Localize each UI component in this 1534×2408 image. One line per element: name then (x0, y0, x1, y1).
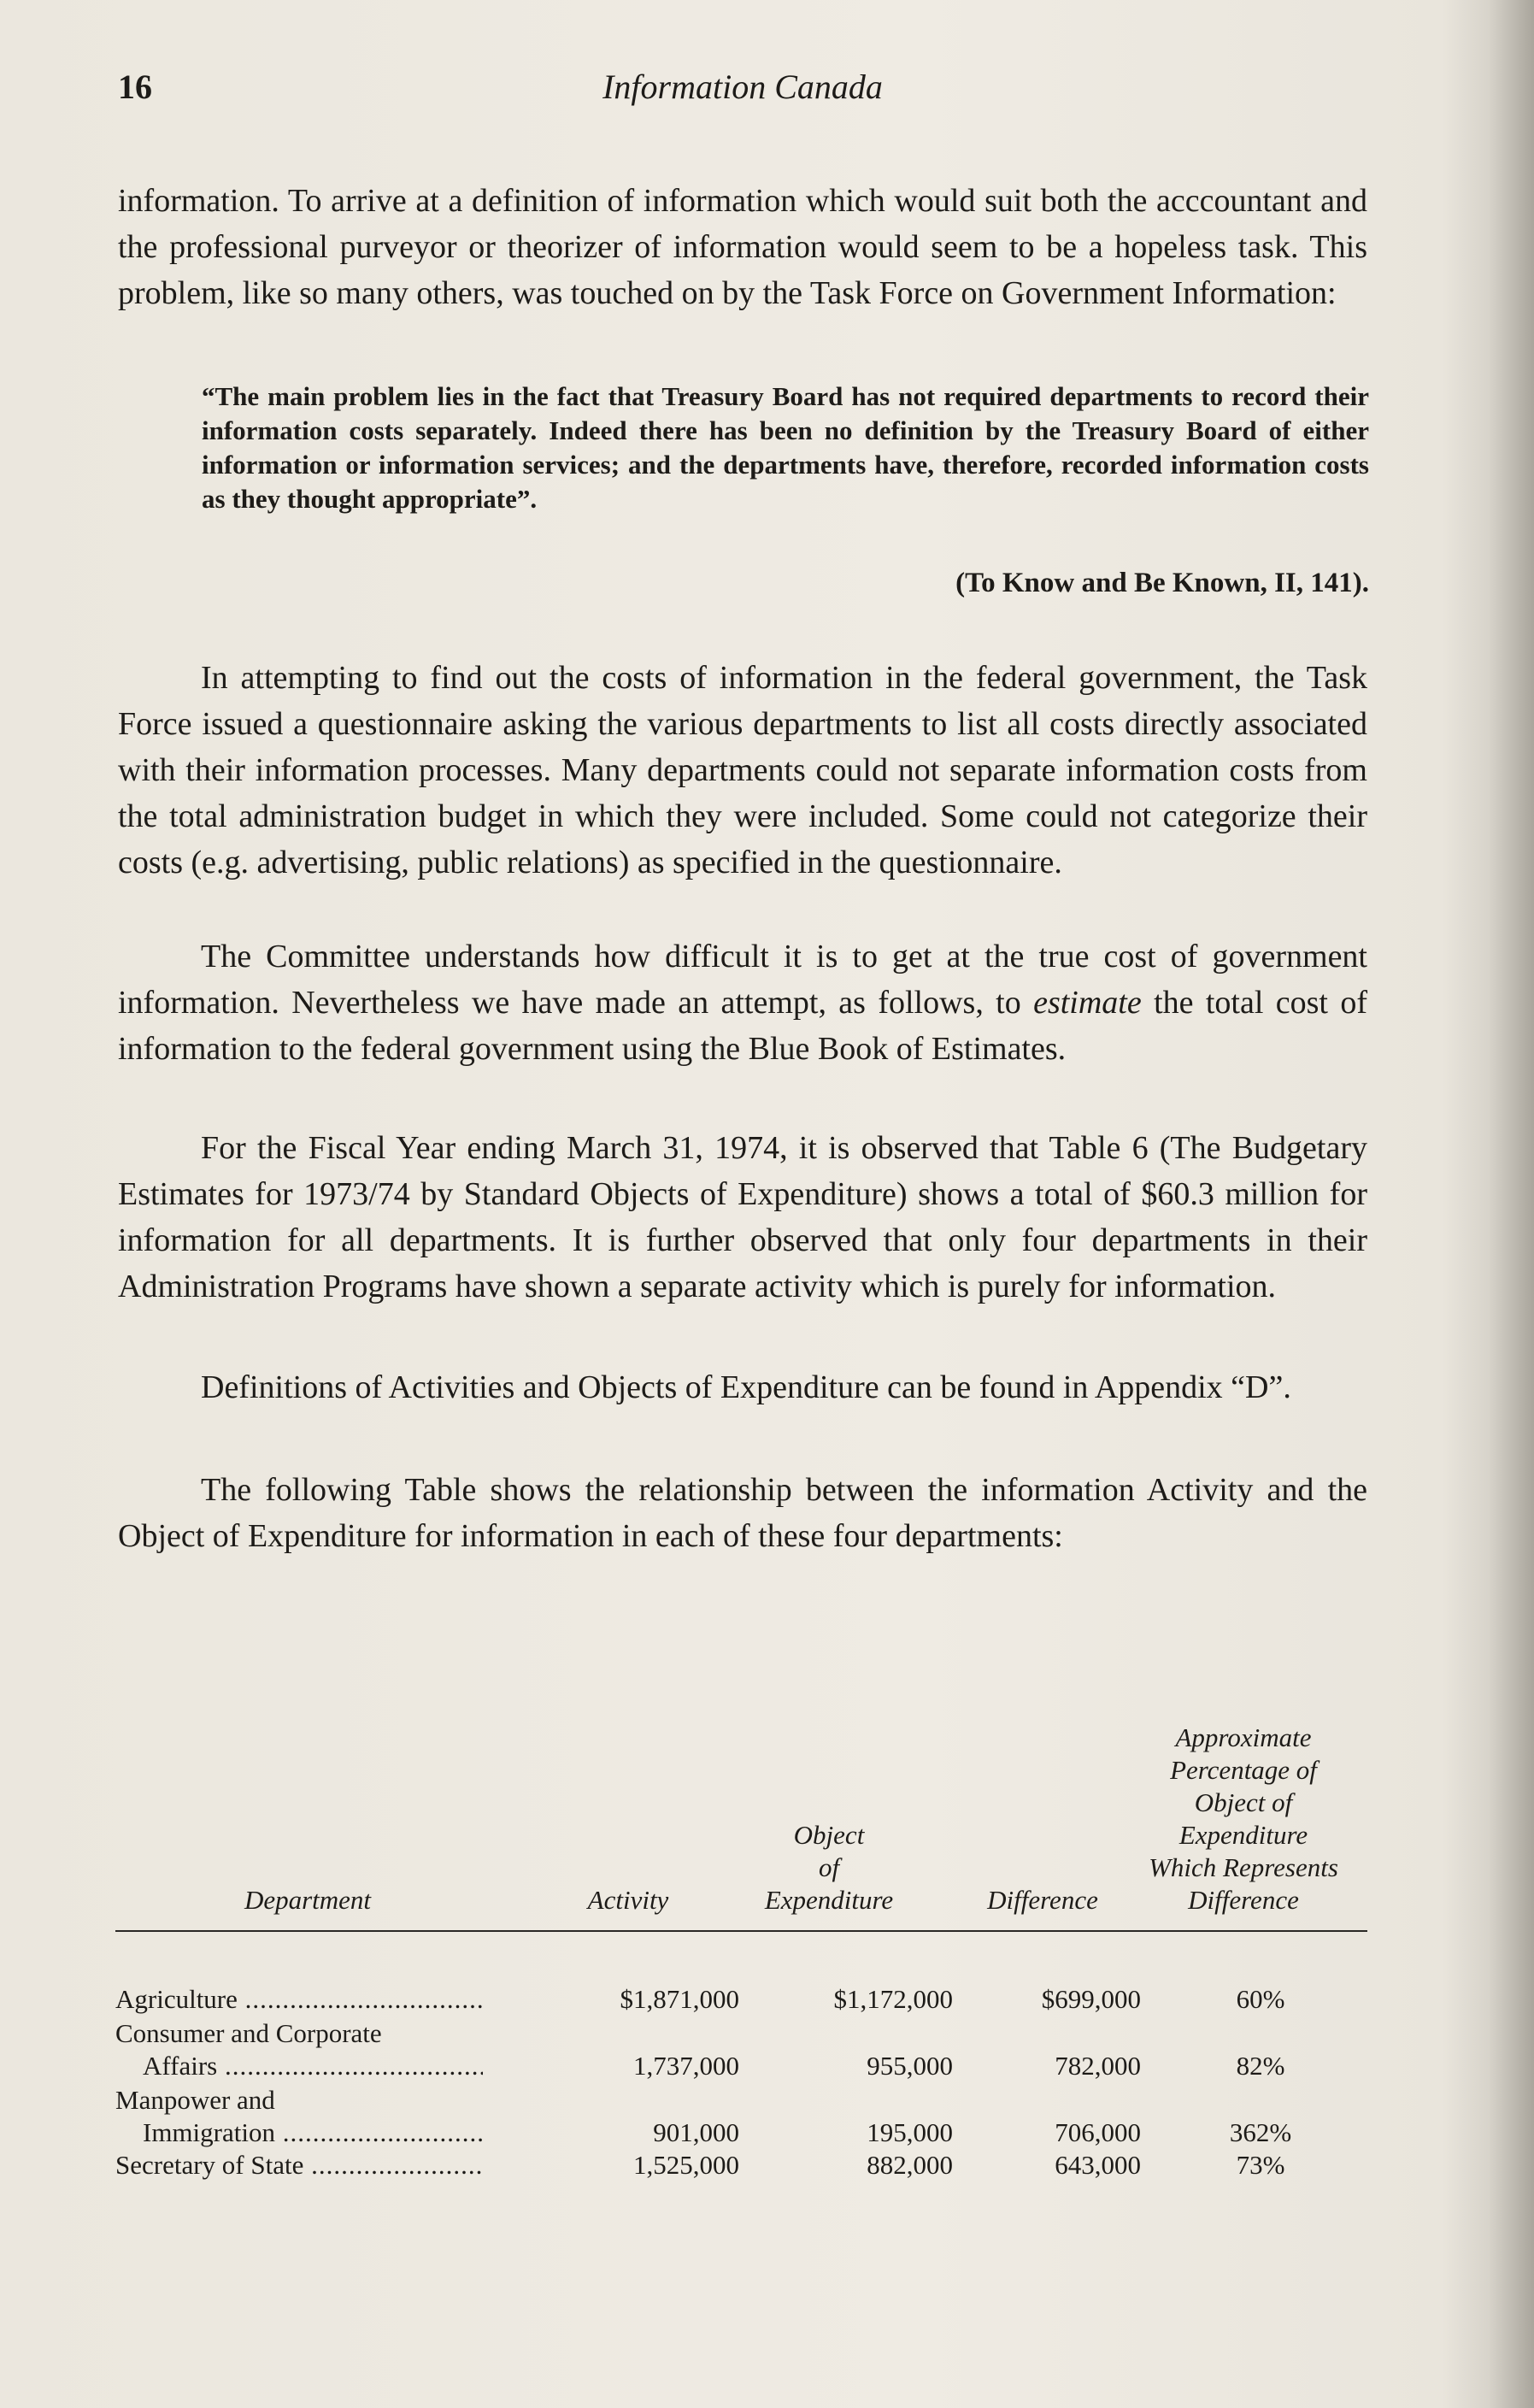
block-quote: “The main problem lies in the fact that Treasury Board has not required departments to record their information costs separately. Indeed there has been no definition by the Treasury Board of either information or information services; and the departments have, therefore, recorded information costs as they thought appropriate”. (202, 381, 1369, 514)
paragraph-1: information. To arrive at a definition of information which would suit both the acccountant and the professional purveyor or theorizer of information would seem to be a hopeless task. This problem, like so many others, was touched on by the Task Force on Government Information: (118, 183, 1367, 311)
header-percentage-line-2: Percentage of (1170, 1755, 1317, 1785)
department-name-line-2: Immigration ..... (115, 2117, 483, 2149)
quote-citation: (To Know and Be Known, II, 141). (955, 568, 1369, 598)
row-object: 955,000 (867, 2051, 953, 2081)
row-difference: 782,000 (1055, 2051, 1141, 2081)
row-object: 882,000 (867, 2150, 953, 2180)
row-difference: $699,000 (1041, 1984, 1141, 2014)
row-difference: 706,000 (1055, 2117, 1141, 2147)
row-difference: 643,000 (1055, 2150, 1141, 2180)
paragraph-3 (118, 933, 1367, 1072)
row-percentage: 60% (1236, 1984, 1285, 2014)
table-row-department (115, 1983, 483, 2016)
header-rule (115, 1930, 1367, 1932)
header-percentage-line-5: Which Represents (1149, 1852, 1338, 1882)
row-activity: 1,525,000 (633, 2150, 739, 2180)
paragraph-6: The following Table shows the relationship between the information Activity and the Object of Expenditure for information in each of these four departments: (118, 1472, 1367, 1554)
row-activity: $1,871,000 (620, 1984, 739, 2014)
row-percentage: 362% (1229, 2117, 1292, 2147)
running-head: Information Canada (602, 68, 883, 106)
table-row-department (115, 2017, 483, 2082)
header-object-line-2: of (818, 1852, 840, 1882)
row-activity: 1,737,000 (633, 2051, 739, 2081)
table-row-department (115, 2149, 483, 2181)
row-object: 195,000 (867, 2117, 953, 2147)
department-name-line-1: Manpower and (115, 2085, 275, 2115)
paragraph-3-before: The Committee understands how difficult it is to get at the true cost of government information. Nevertheless we have made an attempt, as follows, to (118, 939, 1367, 1021)
information-cost-table (115, 1710, 1367, 2188)
header-percentage-line-4: Expenditure (1178, 1820, 1308, 1850)
header-percentage-line-3: Object of (1194, 1787, 1293, 1817)
header-object-line-1: Object (793, 1820, 865, 1850)
header-object-of-expenditure (701, 1819, 957, 1916)
header-percentage-line-6: Difference (1188, 1885, 1299, 1915)
row-activity: 901,000 (653, 2117, 739, 2147)
header-difference: Difference (987, 1885, 1098, 1915)
department-name-line-2: Affairs ..... (115, 2050, 483, 2082)
paragraph-3-after: the total cost of information to the federal government using the Blue Book of Estimates. (118, 985, 1367, 1067)
department-name: Agriculture ..... (115, 1983, 483, 2016)
header-percentage (1098, 1722, 1389, 1916)
row-percentage: 73% (1236, 2150, 1285, 2180)
paragraph-3-emphasis: estimate (1033, 985, 1142, 1021)
table-row-department (115, 2084, 483, 2149)
row-percentage: 82% (1236, 2051, 1285, 2081)
page-number: 16 (118, 68, 152, 106)
header-object-line-3: Expenditure (764, 1885, 894, 1915)
header-department: Department (244, 1885, 372, 1915)
paragraph-2: In attempting to find out the costs of information in the federal government, the Task Force issued a questionnaire asking the various departments to list all costs directly associated with their information processes. Many departments could not separate information costs from the total administration budget in which they were included. Some could not categorize their costs (e.g. advertising, public relations) as specified in the questionnaire. (118, 660, 1367, 880)
department-name-line-1: Consumer and Corporate (115, 2018, 382, 2048)
header-percentage-line-1: Approximate (1175, 1722, 1312, 1752)
department-name: Secretary of State ..... (115, 2149, 483, 2181)
header-activity: Activity (587, 1885, 669, 1915)
paragraph-5: Definitions of Activities and Objects of Expenditure can be found in Appendix “D”. (201, 1369, 1291, 1405)
paragraph-4: For the Fiscal Year ending March 31, 1974, it is observed that Table 6 (The Budgetary Estimates for 1973/74 by Standard Objects of Expenditure) shows a total of $60.3 million for information for all departments. It is further observed that only four departments in their Administration Programs have shown a separate activity which is purely for information. (118, 1130, 1367, 1304)
page-header (118, 67, 1367, 118)
row-object: $1,172,000 (833, 1984, 953, 2014)
